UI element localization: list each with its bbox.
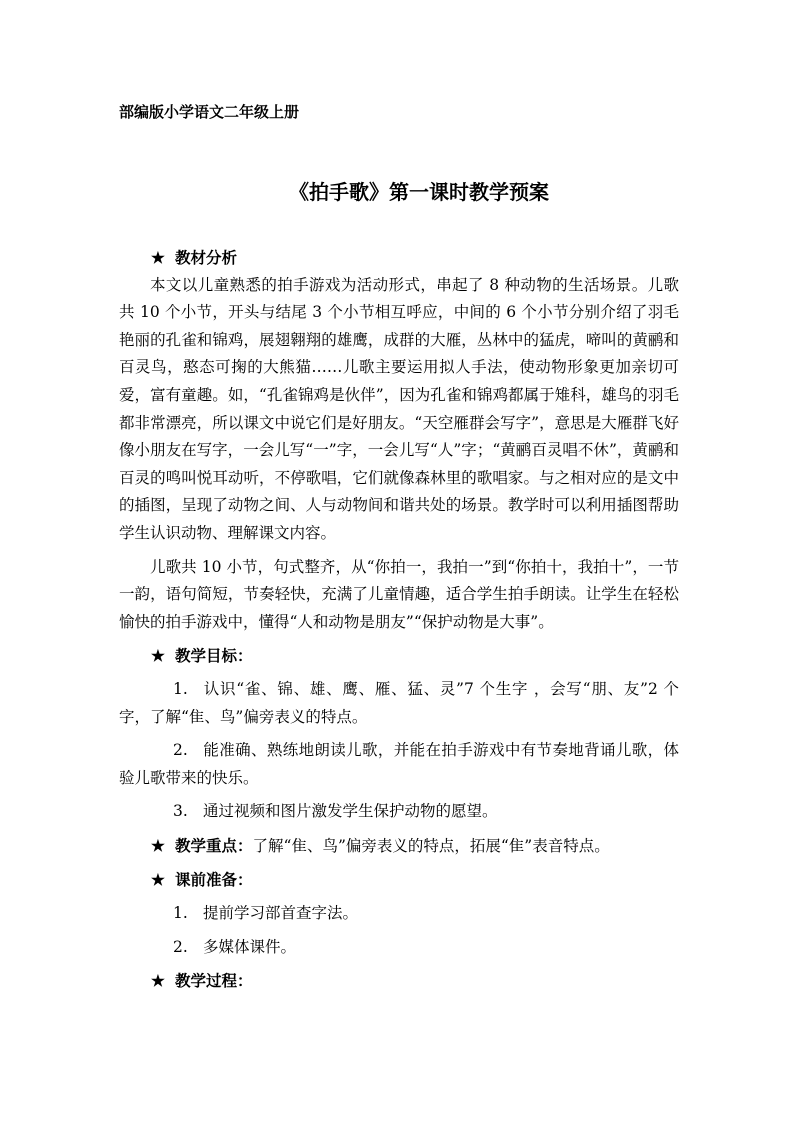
star-icon: ★: [151, 646, 165, 666]
section-heading-text: 教学过程：: [175, 971, 253, 991]
list-item: [119, 900, 679, 928]
key-points-text: 了解“隹、鸟”偏旁表义的特点，拓展“隹”表音特点。: [252, 836, 610, 855]
document-header: 部编版小学语文二年级上册: [119, 103, 300, 121]
section-heading-analysis: [119, 244, 679, 272]
section-heading-goals: [119, 642, 679, 670]
list-item: [119, 934, 679, 962]
section-heading-process: [119, 967, 679, 995]
list-item: [119, 737, 679, 792]
star-icon: ★: [151, 870, 165, 890]
star-icon: ★: [151, 835, 165, 855]
list-number: 1.: [173, 904, 188, 923]
list-item: [119, 676, 679, 731]
list-item: [119, 798, 679, 826]
list-number: 3.: [173, 802, 188, 821]
star-icon: ★: [151, 971, 165, 991]
list-item-text: 认识“雀、锦、雄、鹰、雁、猛、灵”7 个生字 ，会写“朋、友”2 个字，了解“隹、鸟”偏旁表义的特点。: [119, 679, 679, 726]
list-number: 2.: [173, 741, 188, 760]
section-heading-text: 教材分析: [175, 248, 238, 267]
paragraph: 本文以儿童熟悉的拍手游戏为活动形式，串起了 8 种动物的生活场景。儿歌共 10 个小节，开头与结尾 3 个小节相互呼应，中间的 6 个小节分别介绍了羽毛艳丽的孔雀和锦鸡，展翅翱翔的雄鹰，成群的大雁，丛林中的猛虎，啼叫的黄鹂和百灵鸟，憨态可掬的大熊猫……儿歌主要运用拟人手法，使动物形象更加亲切可爱，富有童趣。如，“孔雀锦鸡是伙伴”，因为孔雀和锦鸡都属于雉科，雄鸟的羽毛都非常漂亮，所以课文中说它们是好朋友。“天空雁群会写字”，意思是大雁群飞好像小朋友在写字，一会儿写“一”字，一会儿写“人”字；“黄鹂百灵唱不休”，黄鹂和百灵的鸣叫悦耳动听，不停歌唱，它们就像森林里的歌唱家。与之相对应的是文中的插图，呈现了动物之间、人与动物间和谐共处的场景。教学时可以利用插图帮助学生认识动物、理解课文内容。: [119, 275, 679, 542]
document-body: [119, 244, 679, 995]
list-number: 2.: [173, 937, 188, 956]
section-heading-key: [151, 836, 253, 855]
section-key-points: [119, 832, 679, 861]
section-heading-prep: [119, 866, 679, 894]
page-title: 《拍手歌》第一课时教学预案: [289, 180, 549, 204]
section-heading-text: 教学重点：: [175, 835, 253, 855]
list-item-text: 多媒体课件。: [203, 937, 297, 956]
list-item-text: 提前学习部首查字法。: [203, 904, 359, 923]
star-icon: ★: [151, 248, 165, 267]
paragraph: 儿歌共 10 小节，句式整齐，从“你拍一，我拍一”到“你拍十，我拍十”，一节一韵，语句简短，节奏轻快，充满了儿童情趣，适合学生拍手朗读。让学生在轻松愉快的拍手游戏中，懂得“人和动物是朋友”“保护动物是大事”。: [119, 557, 679, 631]
list-item-text: 能准确、熟练地朗读儿歌，并能在拍手游戏中有节奏地背诵儿歌，体验儿歌带来的快乐。: [119, 741, 679, 787]
list-number: 1.: [173, 679, 188, 698]
list-item-text: 通过视频和图片激发学生保护动物的愿望。: [203, 802, 498, 821]
section-heading-text: 教学目标：: [175, 646, 253, 666]
section-heading-text: 课前准备：: [175, 870, 253, 890]
